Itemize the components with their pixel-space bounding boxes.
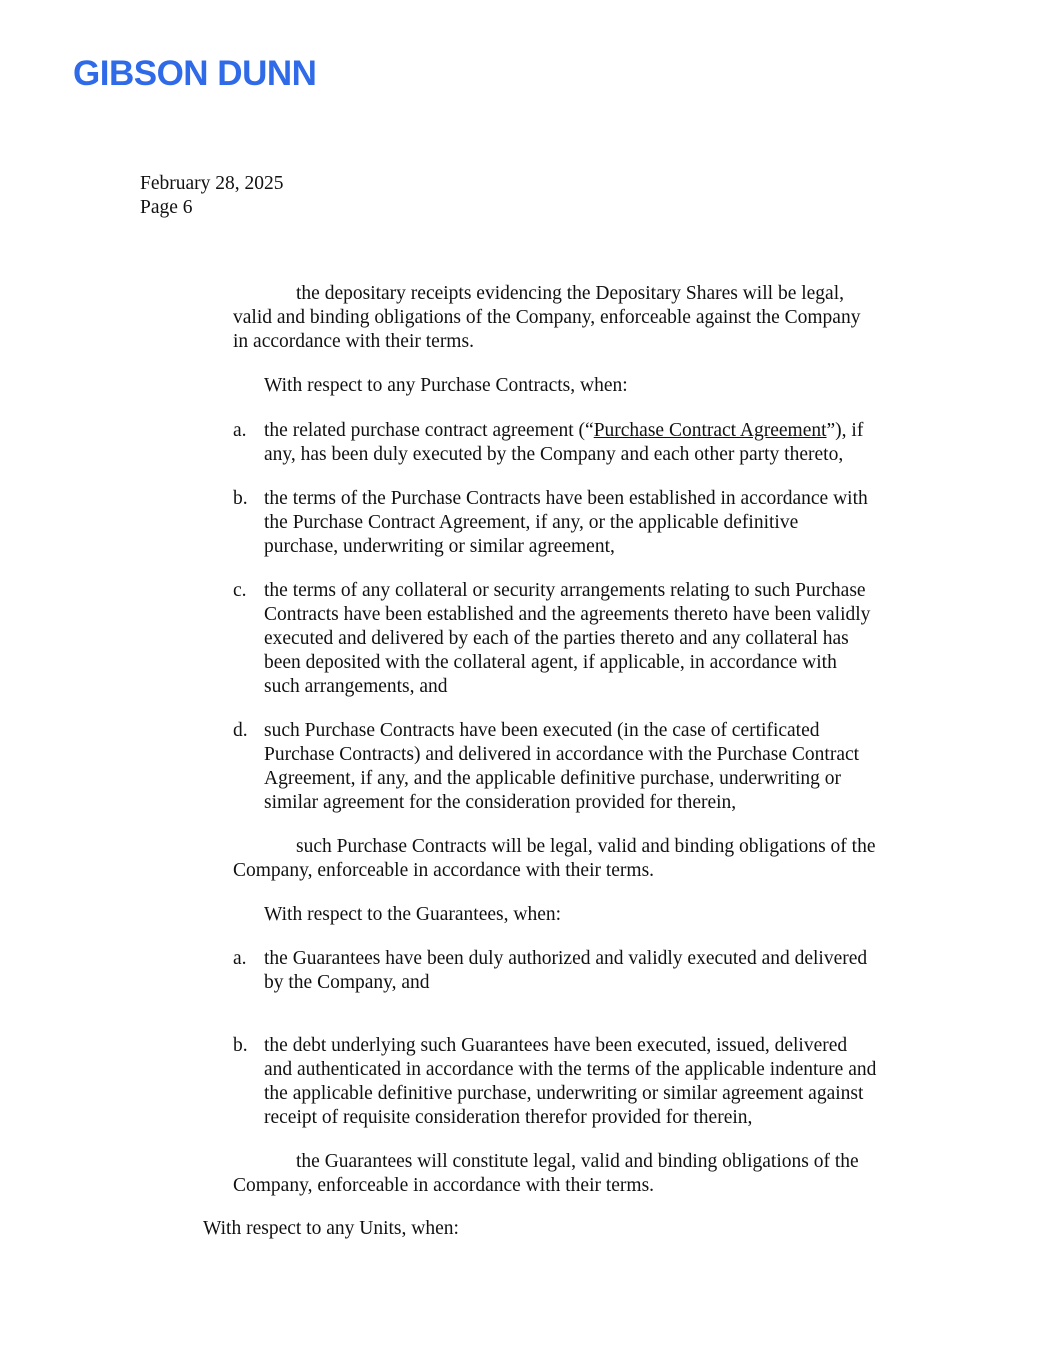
list-marker: a. — [233, 948, 247, 969]
list-marker: b. — [233, 488, 248, 509]
list-marker: c. — [233, 580, 247, 601]
text-line: the Guarantees will constitute legal, valid and binding obligations of the — [296, 1151, 859, 1172]
text-line: receipt of requisite consideration therefor provided for therein, — [264, 1107, 753, 1128]
page-number: Page 6 — [140, 197, 193, 218]
text-segment: the related purchase contract agreement (“ — [264, 420, 594, 441]
text-line: Company, enforceable in accordance with their terms. — [233, 860, 655, 881]
text-line: Agreement, if any, and the applicable definitive purchase, underwriting or — [264, 768, 842, 789]
text-line: Purchase Contracts) and delivered in accordance with the Purchase Contract — [264, 744, 860, 765]
letter-date: February 28, 2025 — [140, 173, 284, 194]
list-marker: a. — [233, 420, 247, 441]
guarantees-intro: With respect to the Guarantees, when: — [264, 904, 562, 925]
text-line — [264, 419, 863, 443]
text-line: the Guarantees have been duly authorized and validly executed and delivered — [264, 948, 868, 969]
text-line: the applicable definitive purchase, underwriting or similar agreement against — [264, 1083, 864, 1104]
text-line: been deposited with the collateral agent, if applicable, in accordance with — [264, 652, 837, 673]
firm-logo: GIBSON DUNN — [73, 54, 317, 93]
text-line: any, has been duly executed by the Company and each other party thereto, — [264, 444, 844, 465]
text-line: and authenticated in accordance with the terms of the applicable indenture and — [264, 1059, 877, 1080]
text-line: such Purchase Contracts will be legal, valid and binding obligations of the — [296, 836, 876, 857]
text-line: valid and binding obligations of the Company, enforceable against the Company — [233, 307, 861, 328]
units-intro: With respect to any Units, when: — [203, 1218, 459, 1239]
text-line: such Purchase Contracts have been executed (in the case of certificated — [264, 720, 820, 741]
text-line: purchase, underwriting or similar agreement, — [264, 536, 615, 557]
text-segment: ”), if — [826, 420, 864, 441]
text-line: by the Company, and — [264, 972, 430, 993]
list-marker: d. — [233, 720, 248, 741]
purchase-contracts-intro: With respect to any Purchase Contracts, when: — [264, 375, 628, 396]
text-line: similar agreement for the consideration provided for therein, — [264, 792, 737, 813]
text-line: the depositary receipts evidencing the Depositary Shares will be legal, — [296, 283, 844, 304]
text-line: such arrangements, and — [264, 676, 448, 697]
text-line: Contracts have been established and the agreements thereto have been validly — [264, 604, 871, 625]
text-line: in accordance with their terms. — [233, 331, 474, 352]
text-line: the Purchase Contract Agreement, if any, or the applicable definitive — [264, 512, 799, 533]
text-line: the terms of the Purchase Contracts have been established in accordance with — [264, 488, 868, 509]
defined-term: Purchase Contract Agreement — [593, 420, 827, 441]
text-line: the terms of any collateral or security arrangements relating to such Purchase — [264, 580, 866, 601]
list-marker: b. — [233, 1035, 248, 1056]
text-line: executed and delivered by each of the parties thereto and any collateral has — [264, 628, 849, 649]
text-line: the debt underlying such Guarantees have been executed, issued, delivered — [264, 1035, 848, 1056]
text-line: Company, enforceable in accordance with their terms. — [233, 1175, 655, 1196]
